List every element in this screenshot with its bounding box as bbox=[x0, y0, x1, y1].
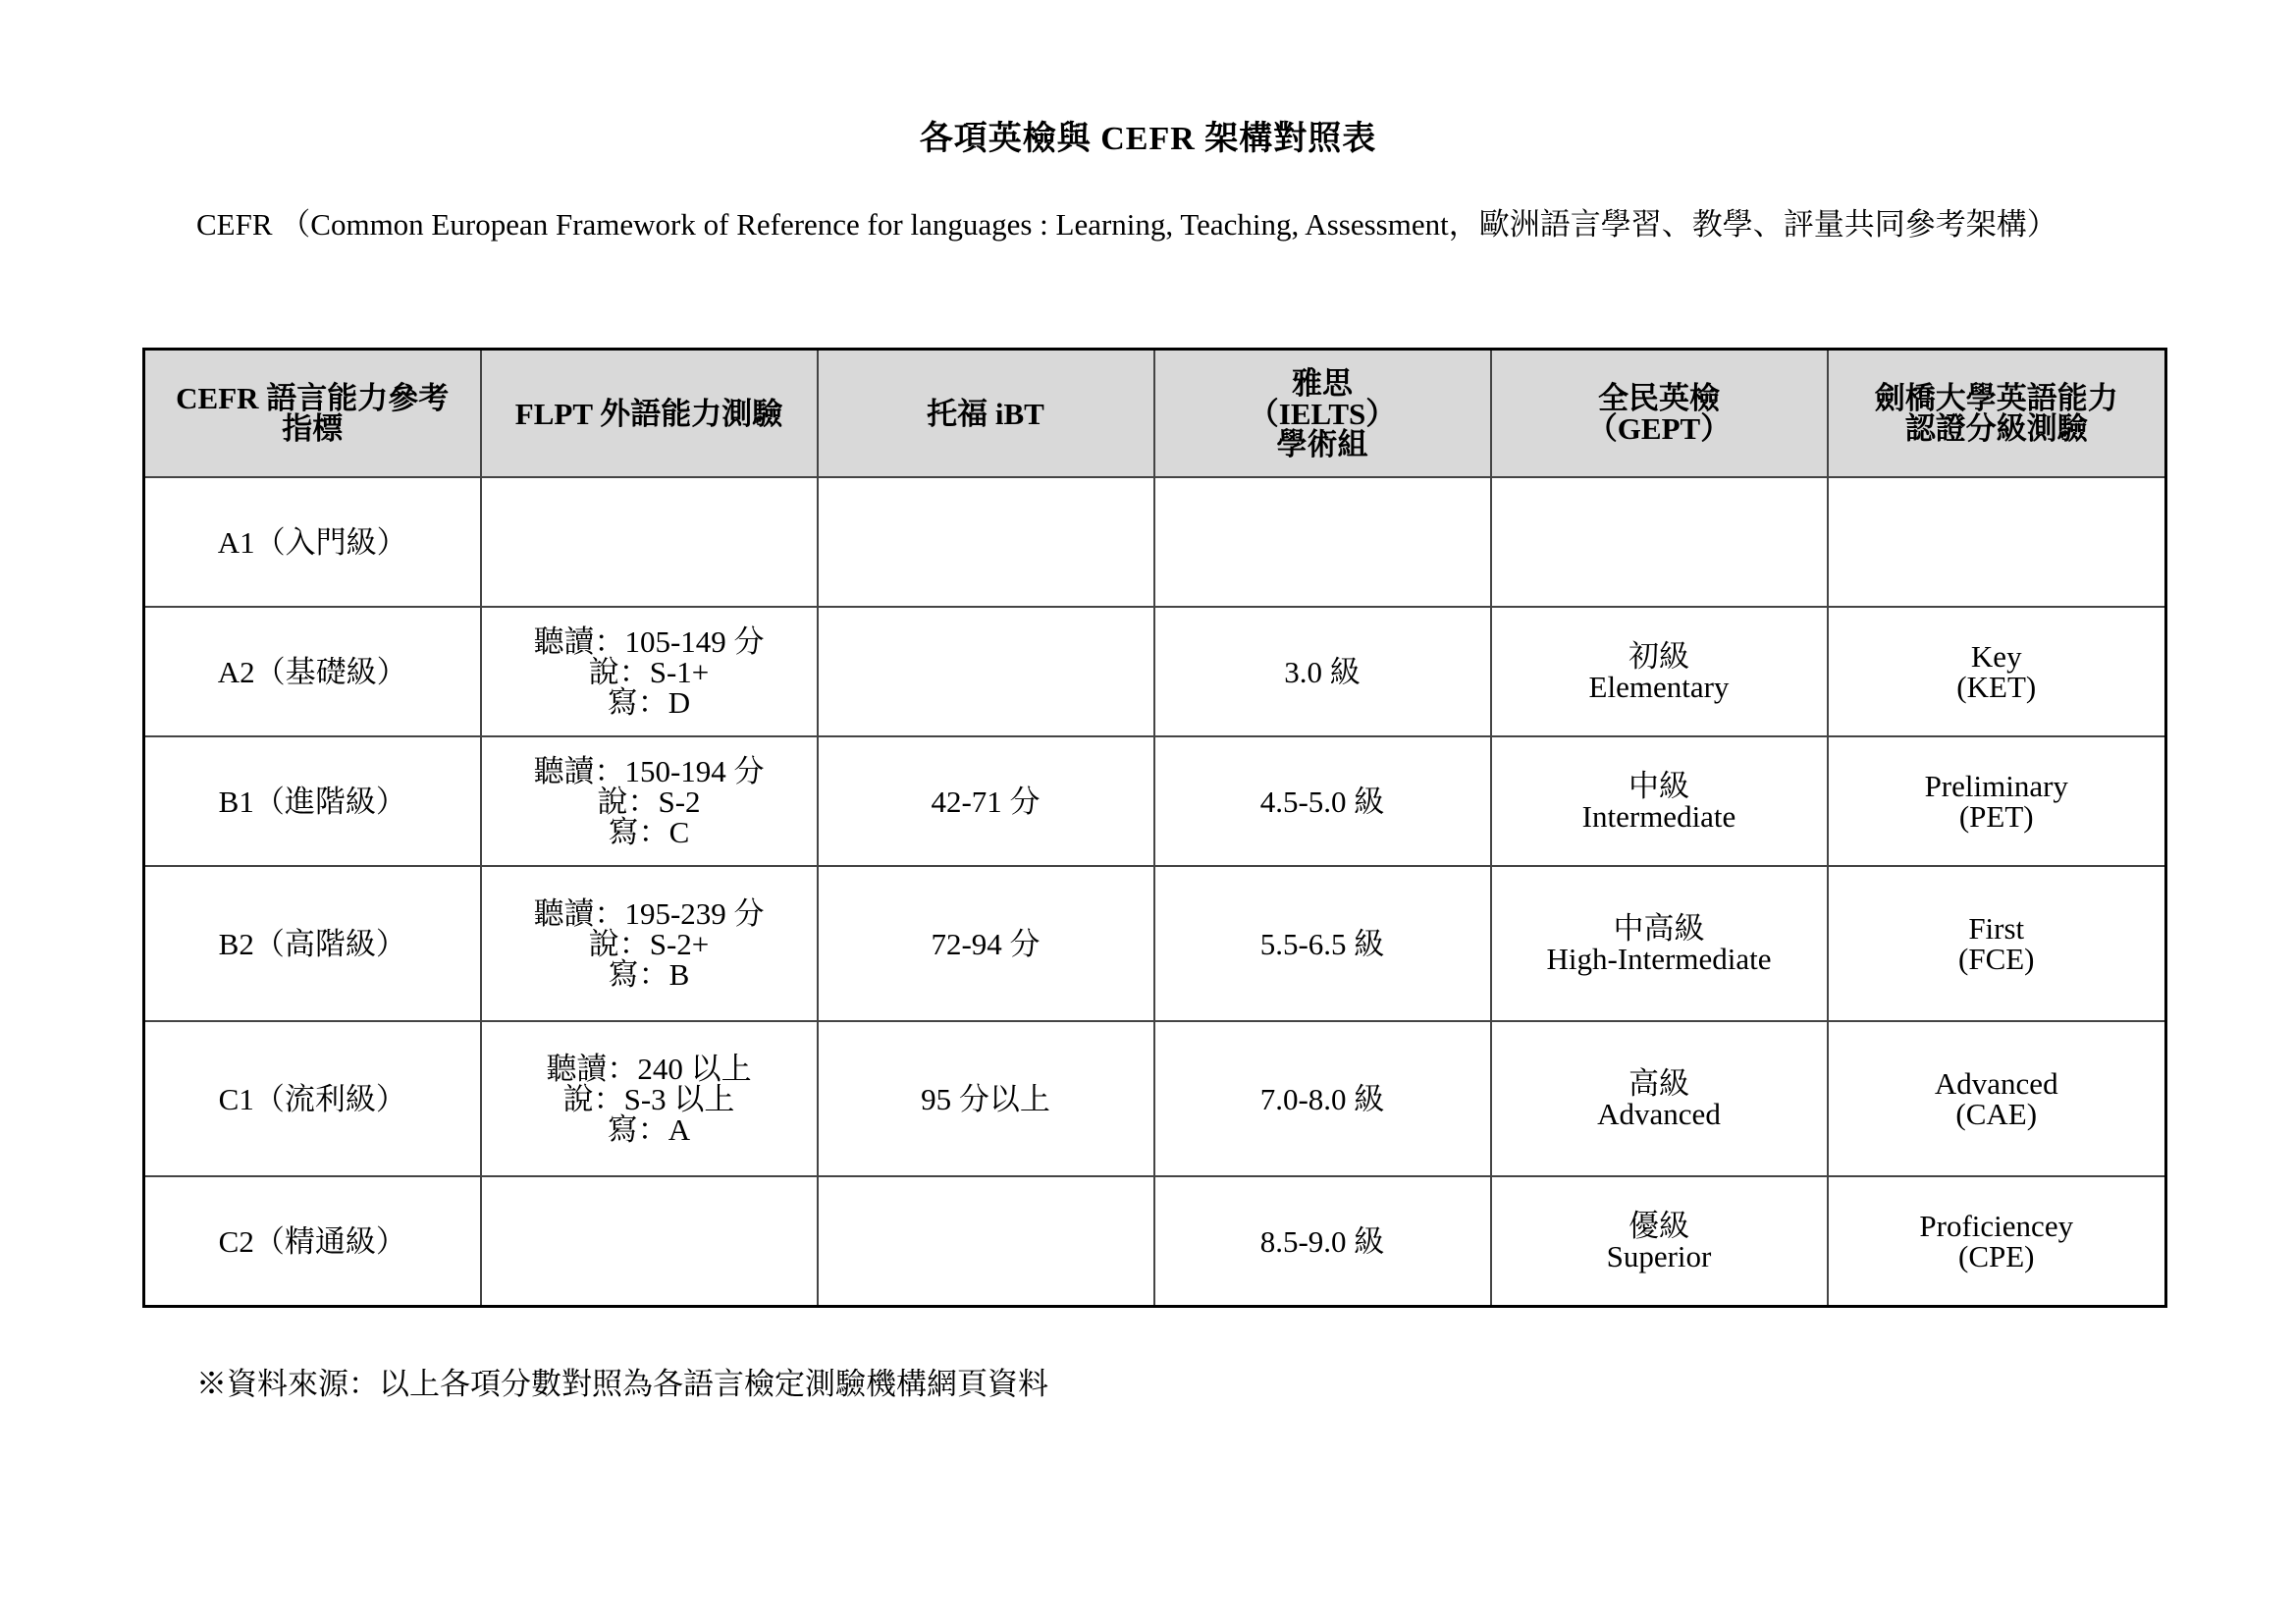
cell-gept: 高級 Advanced bbox=[1491, 1021, 1828, 1176]
cell-ielts: 5.5-6.5 級 bbox=[1154, 866, 1491, 1021]
table-row bbox=[144, 1176, 2166, 1307]
cell-toefl bbox=[818, 607, 1154, 736]
cell-flpt: 聽讀：240 以上 說：S-3 以上 寫：A bbox=[481, 1021, 818, 1176]
header-toefl: 托福 iBT bbox=[818, 350, 1154, 478]
header-cambridge: 劍橋大學英語能力 認證分級測驗 bbox=[1828, 350, 2166, 478]
header-flpt: FLPT 外語能力測驗 bbox=[481, 350, 818, 478]
cell-level: B1（進階級） bbox=[144, 736, 481, 866]
cell-level: C2（精通級） bbox=[144, 1176, 481, 1307]
cell-flpt: 聽讀：150-194 分 說：S-2 寫：C bbox=[481, 736, 818, 866]
page-title: 各項英檢與 CEFR 架構對照表 bbox=[919, 121, 1377, 157]
cell-flpt: 聽讀：195-239 分 說：S-2+ 寫：B bbox=[481, 866, 818, 1021]
cell-flpt bbox=[481, 477, 818, 607]
cell-cambridge: Preliminary (PET) bbox=[1828, 736, 2166, 866]
header-gept: 全民英檢 （GEPT） bbox=[1491, 350, 1828, 478]
table-row bbox=[144, 866, 2166, 1021]
header-cefr: CEFR 語言能力參考 指標 bbox=[144, 350, 481, 478]
cell-gept: 中高級 High-Intermediate bbox=[1491, 866, 1828, 1021]
cell-ielts: 7.0-8.0 級 bbox=[1154, 1021, 1491, 1176]
cefr-comparison-table bbox=[142, 348, 2167, 1308]
cell-ielts bbox=[1154, 477, 1491, 607]
intro-paragraph: CEFR （Common European Framework of Reference for languages : Learning, Teaching, Assessment，歐洲語言學習、教學、評量共同參考架構） bbox=[196, 207, 2057, 242]
cell-cambridge bbox=[1828, 477, 2166, 607]
cell-level: A2（基礎級） bbox=[144, 607, 481, 736]
cell-flpt: 聽讀：105-149 分 說：S-1+ 寫：D bbox=[481, 607, 818, 736]
cell-toefl bbox=[818, 1176, 1154, 1307]
cell-toefl: 72-94 分 bbox=[818, 866, 1154, 1021]
cell-level: A1（入門級） bbox=[144, 477, 481, 607]
cell-toefl: 95 分以上 bbox=[818, 1021, 1154, 1176]
cell-cambridge: Proficiencey (CPE) bbox=[1828, 1176, 2166, 1307]
cell-gept bbox=[1491, 477, 1828, 607]
cell-gept: 優級 Superior bbox=[1491, 1176, 1828, 1307]
table-row bbox=[144, 1021, 2166, 1176]
cell-cambridge: Advanced (CAE) bbox=[1828, 1021, 2166, 1176]
cell-gept: 初級 Elementary bbox=[1491, 607, 1828, 736]
cell-cambridge: First (FCE) bbox=[1828, 866, 2166, 1021]
cell-ielts: 4.5-5.0 級 bbox=[1154, 736, 1491, 866]
cell-flpt bbox=[481, 1176, 818, 1307]
cell-ielts: 3.0 級 bbox=[1154, 607, 1491, 736]
cell-toefl: 42-71 分 bbox=[818, 736, 1154, 866]
header-ielts: 雅思 （IELTS） 學術組 bbox=[1154, 350, 1491, 478]
table-row bbox=[144, 477, 2166, 607]
table-row bbox=[144, 736, 2166, 866]
cell-gept: 中級 Intermediate bbox=[1491, 736, 1828, 866]
table-row bbox=[144, 607, 2166, 736]
cell-cambridge: Key (KET) bbox=[1828, 607, 2166, 736]
cell-toefl bbox=[818, 477, 1154, 607]
source-footnote: ※資料來源：以上各項分數對照為各語言檢定測驗機構網頁資料 bbox=[196, 1367, 1048, 1401]
cell-ielts: 8.5-9.0 級 bbox=[1154, 1176, 1491, 1307]
cell-level: C1（流利級） bbox=[144, 1021, 481, 1176]
cell-level: B2（高階級） bbox=[144, 866, 481, 1021]
table-header-row bbox=[144, 350, 2166, 478]
